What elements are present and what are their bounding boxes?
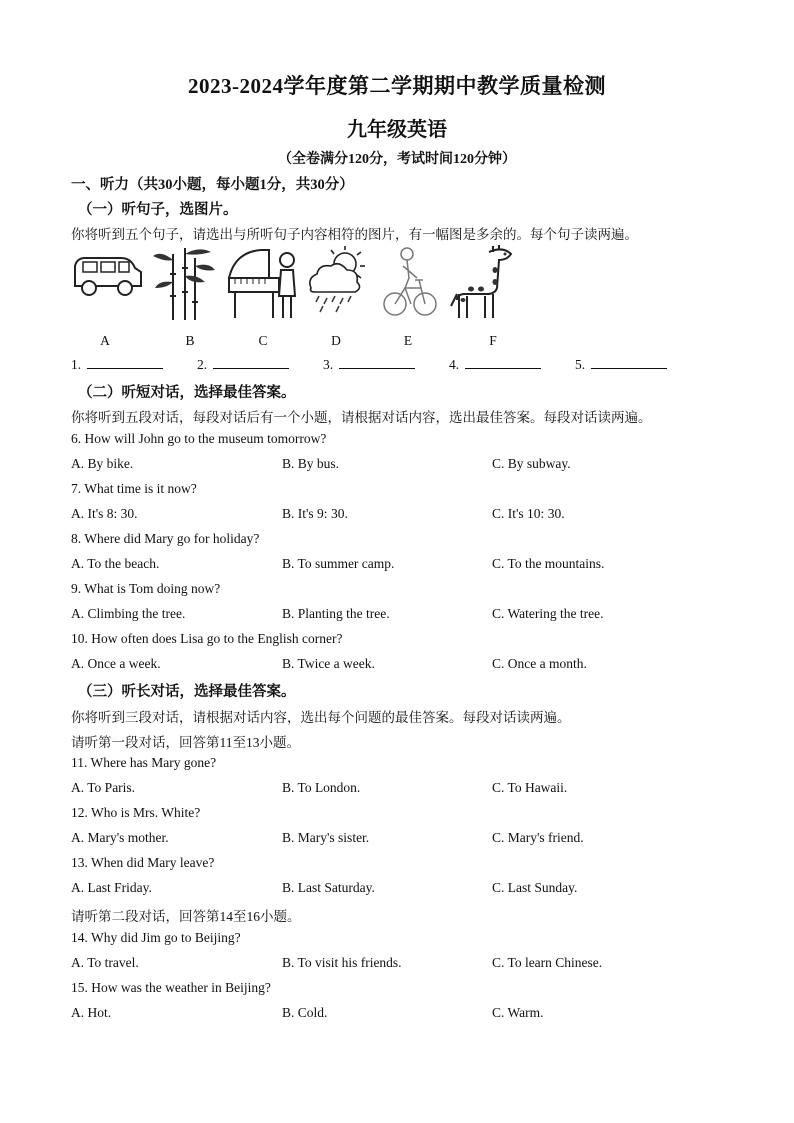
option-a[interactable]: A. To the beach. [71,556,160,571]
part2-instruction: 你将听到五段对话，每段对话后有一个小题，请根据对话内容，选出最佳答案。每段对话读两遍。 [71,410,652,425]
question-11: 11. Where has Mary gone? [71,755,217,770]
car-icon [71,244,145,304]
option-c[interactable]: C. It's 10: 30. [492,506,565,521]
giraffe-icon [449,244,521,324]
option-a[interactable]: A. It's 8: 30. [71,506,138,521]
part1-instruction: 你将听到五个句子，请选出与所听句子内容相符的图片，有一幅图是多余的。每个句子读两遍。 [71,227,638,242]
question-14: 14. Why did Jim go to Beijing? [71,930,241,945]
part3-heading: （三）听长对话，选择最佳答案。 [78,684,296,700]
question-7: 7. What time is it now? [71,481,197,496]
option-b[interactable]: B. Cold. [282,1005,328,1020]
option-b[interactable]: B. Planting the tree. [282,606,390,621]
part3-instruction: 你将听到三段对话，请根据对话内容，选出每个问题的最佳答案。每段对话读两遍。 [71,710,571,725]
option-c[interactable]: C. To Hawaii. [492,780,568,795]
option-a[interactable]: A. Mary's mother. [71,830,169,845]
option-c[interactable]: C. To the mountains. [492,556,605,571]
question-9: 9. What is Tom doing now? [71,581,221,596]
option-a[interactable]: A. To Paris. [71,780,136,795]
option-b[interactable]: B. To visit his friends. [282,955,402,970]
picture-row [71,244,521,328]
option-b[interactable]: B. Twice a week. [282,656,375,671]
piano-icon [225,244,301,324]
option-c[interactable]: C. By subway. [492,456,571,471]
blank-number: 2. [197,357,208,372]
blank-number: 4. [449,357,460,372]
option-a[interactable]: A. Hot. [71,1005,112,1020]
blank-underline [213,356,289,369]
question-8: 8. Where did Mary go for holiday? [71,531,260,546]
question-12: 12. Who is Mrs. White? [71,805,201,820]
blank-number: 3. [323,357,334,372]
blank-underline [339,356,415,369]
bamboo-icon [151,244,217,324]
dialog-1-intro: 请听第一段对话，回答第11至13小题。 [71,735,300,750]
weather-icon [305,244,369,314]
answer-blank-5[interactable] [575,356,667,373]
bicycle-icon [383,244,437,320]
blank-number: 5. [575,357,586,372]
blank-underline [591,356,667,369]
picture-label-a: A [100,333,110,348]
option-a[interactable]: A. By bike. [71,456,134,471]
question-13: 13. When did Mary leave? [71,855,215,870]
option-c[interactable]: C. Once a month. [492,656,587,671]
blank-underline [465,356,541,369]
option-b[interactable]: B. It's 9: 30. [282,506,348,521]
exam-title: 2023-2024学年度第二学期期中教学质量检测 [188,74,606,98]
option-b[interactable]: B. Mary's sister. [282,830,370,845]
option-b[interactable]: B. Last Saturday. [282,880,375,895]
option-a[interactable]: A. Last Friday. [71,880,152,895]
option-c[interactable]: C. Warm. [492,1005,544,1020]
picture-label-f: F [489,333,497,348]
option-a[interactable]: A. Once a week. [71,656,161,671]
option-c[interactable]: C. To learn Chinese. [492,955,603,970]
exam-subtitle: 九年级英语 [347,119,447,141]
answer-blank-3[interactable] [323,356,415,373]
option-b[interactable]: B. By bus. [282,456,340,471]
answer-blank-2[interactable] [197,356,289,373]
option-b[interactable]: B. To London. [282,780,361,795]
option-c[interactable]: C. Last Sunday. [492,880,578,895]
option-b[interactable]: B. To summer camp. [282,556,395,571]
section-heading: 一、听力（共30小题，每小题1分，共30分） [71,177,354,193]
picture-label-c: C [258,333,268,348]
question-10: 10. How often does Lisa go to the English corner? [71,631,343,646]
picture-label-d: D [331,333,341,348]
exam-note: （全卷满分120分，考试时间120分钟） [278,152,516,167]
picture-label-b: B [185,333,195,348]
blank-underline [87,356,163,369]
option-a[interactable]: A. Climbing the tree. [71,606,186,621]
answer-blank-4[interactable] [449,356,541,373]
option-c[interactable]: C. Mary's friend. [492,830,584,845]
blank-number: 1. [71,357,82,372]
option-c[interactable]: C. Watering the tree. [492,606,604,621]
answer-blank-1[interactable] [71,356,163,373]
option-a[interactable]: A. To travel. [71,955,139,970]
question-15: 15. How was the weather in Beijing? [71,980,271,995]
picture-label-e: E [403,333,413,348]
dialog-2-intro: 请听第二段对话，回答第14至16小题。 [71,909,301,924]
part1-heading: （一）听句子，选图片。 [78,202,238,218]
part2-heading: （二）听短对话，选择最佳答案。 [78,385,296,401]
question-6: 6. How will John go to the museum tomorrow? [71,431,327,446]
